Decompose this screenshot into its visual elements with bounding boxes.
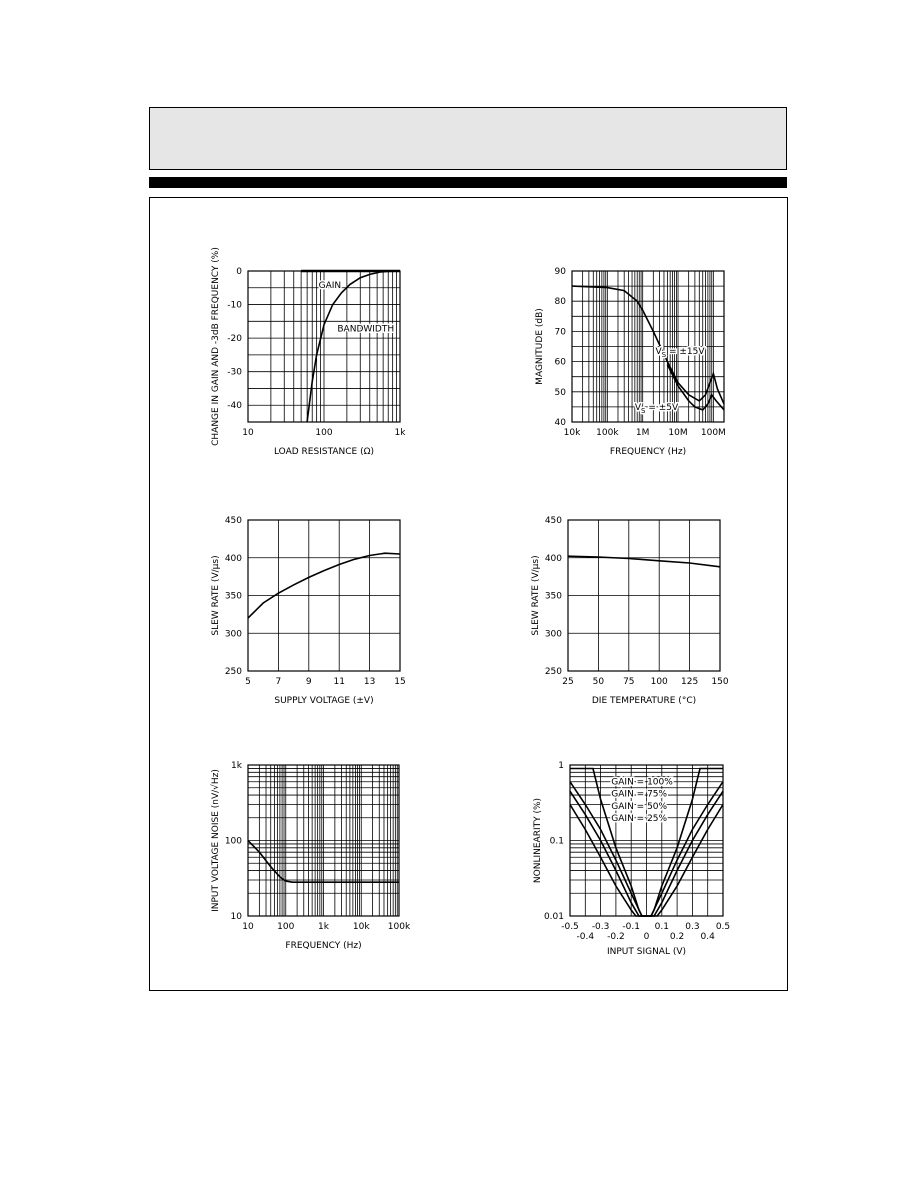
y-tick-label: 400 — [544, 553, 562, 564]
y-tick-label: 1 — [558, 761, 564, 771]
x-tick-label: 100M — [700, 428, 726, 438]
y-axis-label: INPUT VOLTAGE NOISE (nV/√Hz) — [211, 769, 221, 912]
x-tick-label: 150 — [711, 677, 729, 687]
x-axis-label: LOAD RESISTANCE (Ω) — [273, 447, 375, 457]
x-tick-label: -0.4 — [576, 932, 595, 942]
y-tick-label: 80 — [554, 297, 566, 308]
x-axis-label: FREQUENCY (Hz) — [285, 941, 362, 951]
x-tick-label: 5 — [245, 677, 251, 687]
x-tick-label: 1M — [635, 428, 650, 438]
y-tick-label: 400 — [224, 553, 242, 564]
y-axis-label: SLEW RATE (V/μs) — [211, 555, 221, 636]
x-tick-label: 10 — [242, 922, 254, 932]
y-axis-label: CHANGE IN GAIN AND -3dB FREQUENCY (%) — [211, 247, 221, 446]
y-tick-label: -40 — [227, 401, 242, 412]
x-tick-label: 0.5 — [715, 922, 731, 932]
y-tick-label: 250 — [544, 667, 562, 677]
y-tick-label: 100 — [224, 836, 242, 847]
x-tick-label: 100k — [387, 922, 411, 932]
x-axis-label: DIE TEMPERATURE (°C) — [591, 696, 697, 706]
y-tick-label: 1k — [231, 761, 242, 771]
y-tick-label: 60 — [554, 357, 566, 368]
annotation-label: $V_S = \pm 5V$ — [634, 402, 679, 415]
y-axis-label: MAGNITUDE (dB) — [535, 308, 545, 385]
annotation-label: GAIN = 100% — [611, 777, 673, 788]
y-tick-label: 0.01 — [543, 912, 564, 922]
annotation-label: GAIN = 50% — [611, 802, 668, 813]
y-tick-label: 450 — [224, 516, 242, 526]
y-tick-label: 300 — [544, 629, 562, 640]
chart-1 — [211, 247, 406, 457]
x-tick-label: 1k — [394, 428, 406, 438]
x-tick-label: -0.2 — [607, 932, 625, 942]
x-tick-label: 11 — [333, 677, 345, 687]
y-tick-label: 10 — [230, 912, 242, 922]
chart-6 — [533, 761, 730, 957]
y-tick-label: 90 — [554, 267, 566, 277]
annotation-label: $V_S = \pm 15V$ — [655, 347, 705, 360]
series-line — [248, 553, 400, 618]
y-tick-label: 0 — [236, 267, 242, 277]
y-tick-label: -30 — [227, 367, 242, 378]
y-axis-label: NONLINEARITY (%) — [533, 797, 543, 884]
x-tick-label: 10k — [563, 428, 581, 438]
annotation-label: GAIN = 25% — [611, 814, 668, 825]
x-tick-label: 10 — [242, 428, 254, 438]
y-tick-label: 350 — [544, 591, 562, 602]
x-tick-label: 13 — [363, 677, 376, 687]
y-tick-label: -20 — [227, 334, 242, 345]
series-line — [307, 271, 400, 422]
x-tick-label: 125 — [681, 677, 699, 687]
y-tick-label: -10 — [227, 300, 242, 311]
chart-2 — [535, 267, 726, 457]
y-tick-label: 300 — [224, 629, 242, 640]
x-tick-label: 100k — [596, 428, 619, 438]
x-tick-label: -0.3 — [591, 922, 610, 932]
chart-3 — [211, 516, 406, 706]
y-tick-label: 0.1 — [549, 836, 564, 847]
x-tick-label: 0 — [643, 932, 650, 942]
annotation-label: BANDWIDTH — [337, 324, 395, 335]
chart-4 — [531, 516, 729, 706]
x-tick-label: 7 — [275, 677, 282, 687]
y-tick-label: 40 — [554, 418, 566, 428]
y-axis-label: SLEW RATE (V/μs) — [531, 555, 541, 636]
x-tick-label: 0.3 — [685, 922, 700, 932]
x-tick-label: 0.1 — [654, 922, 669, 932]
y-tick-label: 50 — [554, 387, 566, 398]
x-tick-label: 15 — [394, 677, 406, 687]
x-tick-label: 9 — [305, 677, 312, 687]
x-axis-label: SUPPLY VOLTAGE (±V) — [274, 696, 374, 706]
x-tick-label: 10M — [668, 428, 688, 438]
x-tick-label: 75 — [623, 677, 635, 687]
y-tick-label: 250 — [224, 667, 242, 677]
x-axis-label: FREQUENCY (Hz) — [609, 447, 687, 457]
x-tick-label: 1k — [318, 922, 329, 932]
annotation-label: GAIN — [318, 280, 342, 291]
y-tick-label: 70 — [554, 327, 566, 338]
y-tick-label: 450 — [544, 516, 562, 526]
x-tick-label: 10k — [352, 922, 370, 932]
x-tick-label: 100 — [277, 922, 295, 932]
x-tick-label: 0.2 — [669, 932, 685, 942]
x-tick-label: -0.1 — [622, 922, 640, 932]
x-tick-label: 0.4 — [700, 932, 715, 942]
x-axis-label: INPUT SIGNAL (V) — [606, 947, 687, 957]
x-tick-label: 100 — [315, 428, 333, 438]
series-line — [572, 286, 724, 404]
chart-5 — [210, 761, 411, 951]
annotation-label: GAIN = 75% — [611, 789, 668, 800]
x-tick-label: -0.5 — [561, 922, 579, 932]
x-tick-label: 50 — [592, 677, 605, 687]
x-tick-label: 25 — [562, 677, 574, 687]
x-tick-label: 100 — [650, 677, 668, 687]
y-tick-label: 350 — [224, 591, 242, 602]
